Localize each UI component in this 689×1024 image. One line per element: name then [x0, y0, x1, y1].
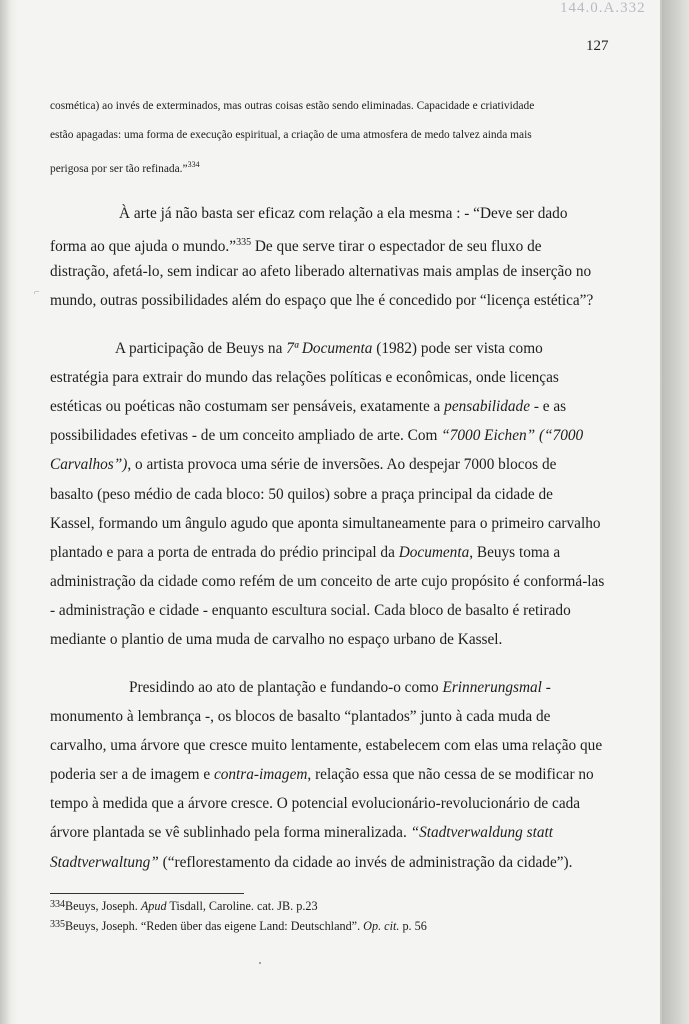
p2-l5-b: , o artista provoca uma série de inversões. Ao despejar 7000 blocos de [127, 456, 557, 473]
quote-line-1: cosmética) ao invés de exterminados, mas outras coisas estão sendo eliminadas. Capacidade e criatividade [50, 100, 535, 112]
p2-l5-italic: Carvalhos”) [50, 456, 128, 473]
quote-line-2: estão apagadas: uma forma de execução espiritual, a criação de uma atmosfera de medo talvez ainda mais [50, 129, 532, 141]
p1-line-4: mundo, outras possibilidades além do espaço que lhe é concedido por “licença estética”? [50, 292, 594, 309]
p2-line-10: - administração e cidade - enquanto escultura social. Cada bloco de basalto é retirado [50, 602, 571, 619]
p3-line-6 [50, 818, 590, 847]
p2-l3-a: estéticas ou poéticas não costumam ser pensáveis, exatamente a [50, 398, 445, 415]
p2-l1-italic: 7ª Documenta [286, 340, 373, 357]
footnote-text-italic: Op. cit. [363, 919, 400, 933]
p2-line-3 [50, 392, 590, 421]
p1-line-3: distração, afetá-lo, sem indicar ao afeto liberado alternativas mais amplas de inserção no [50, 263, 592, 280]
footnote-number: 335 [50, 919, 65, 930]
p2-l8-b: , Beuys toma a [469, 544, 561, 561]
library-stamp: 144.0.A.332 [560, 0, 646, 16]
quote-line-3 [50, 150, 570, 184]
footnote-separator [50, 893, 244, 894]
p3-l6-a: árvore plantada se vê sublinhado pela forma mineralizada. [50, 824, 411, 841]
p3-line-2: monumento à lembrança -, os blocos de basalto “plantados” junto à cada muda de [50, 708, 551, 725]
p2-l8-italic: Documenta [398, 544, 470, 561]
footnote-number: 334 [50, 899, 65, 910]
p3-line-5: tempo à medida que a árvore cresce. O potencial evolucionário-revolucionário de cada [50, 795, 581, 812]
footnote-text-b: Tisdall, Caroline. cat. JB. p.23 [166, 899, 318, 913]
p1-line-2-b: De que serve tirar o espectador de seu fluxo de [251, 238, 542, 256]
p3-l4-b: , relação essa que não cessa de se modificar no [307, 766, 594, 783]
footnote-ref-335: 335 [236, 237, 252, 248]
footnotes [50, 897, 427, 937]
p3-l7-italic: Stadtverwaltung” [50, 854, 159, 871]
footnote-334 [50, 897, 427, 917]
p3-l1-b: - [541, 679, 551, 696]
p2-line-4 [50, 421, 590, 450]
page-binding-shadow [0, 0, 18, 1024]
p2-l4-italic: “7000 Eichen” (“7000 [441, 427, 584, 444]
p3-line-3: carvalho, uma árvore que cresce muito lentamente, estabelecem com elas uma relação que [50, 737, 603, 754]
footnote-text-italic: Apud [140, 899, 167, 913]
p3-l4-a: poderia ser a de imagem e [50, 766, 214, 783]
p2-line-1 [50, 334, 655, 363]
p2-l4-a: possibilidades efetivas - de um conceito ampliado de arte. Com [50, 427, 442, 444]
p1-line-1: À arte já não basta ser eficaz com relação a ela mesma : - “Deve ser dado [119, 205, 568, 222]
p2-l3-italic: pensabilidade [444, 398, 530, 415]
p2-l1-a: A participação de Beuys na [115, 340, 287, 357]
p3-l1-italic: Erinnerungsmal [442, 679, 542, 696]
margin-mark: ⌐ [34, 287, 40, 298]
p3-line-1 [50, 673, 669, 702]
footnote-text-a: Beuys, Joseph. “Reden über das eigene Land: Deutschland”. [65, 919, 364, 933]
p2-line-7: Kassel, formando um ângulo agudo que aponta simultaneamente para o primeiro carvalho [50, 515, 601, 532]
p1-line-2-a: forma ao que ajuda o mundo.” [50, 238, 237, 256]
footnote-ref-334: 334 [187, 160, 200, 169]
p3-line-7 [50, 848, 590, 877]
footnote-text-b: p. 56 [399, 919, 427, 933]
page-edge-shadow [662, 0, 689, 1024]
p2-line-9: administração da cidade como refém de um conceito de arte cujo propósito é conformá-las [50, 573, 605, 590]
page-number: 127 [586, 38, 609, 54]
speck [259, 962, 261, 964]
p2-line-11: mediante o plantio de uma muda de carvalho no espaço urbano de Kassel. [50, 631, 503, 648]
footnote-text-a: Beuys, Joseph. [65, 899, 141, 913]
p2-line-5 [50, 450, 590, 479]
p3-l4-italic: contra-imagem [213, 766, 308, 783]
p3-l7-b: (“reflorestamento da cidade ao invés de administração da cidade”). [158, 854, 573, 871]
footnote-335 [50, 917, 427, 937]
p3-l1-a: Presidindo ao ato de plantação e fundando-o como [129, 679, 443, 696]
p2-line-6: basalto (peso médio de cada bloco: 50 quilos) sobre a praça principal da cidade de [50, 486, 553, 503]
p2-l1-b: (1982) pode ser vista como [372, 340, 543, 357]
p2-line-2: estratégia para extrair do mundo das relações políticas e econômicas, onde licenças [50, 369, 559, 386]
p2-line-8 [50, 538, 590, 567]
p3-line-4 [50, 760, 594, 789]
p2-l3-b: - e as [530, 398, 567, 415]
p3-l6-italic: “Stadtverwaldung statt [410, 824, 553, 841]
quote-text: perigosa por ser tão refinada.” [50, 162, 188, 175]
p2-l8-a: plantado e para a porta de entrada do prédio principal da [50, 544, 399, 561]
